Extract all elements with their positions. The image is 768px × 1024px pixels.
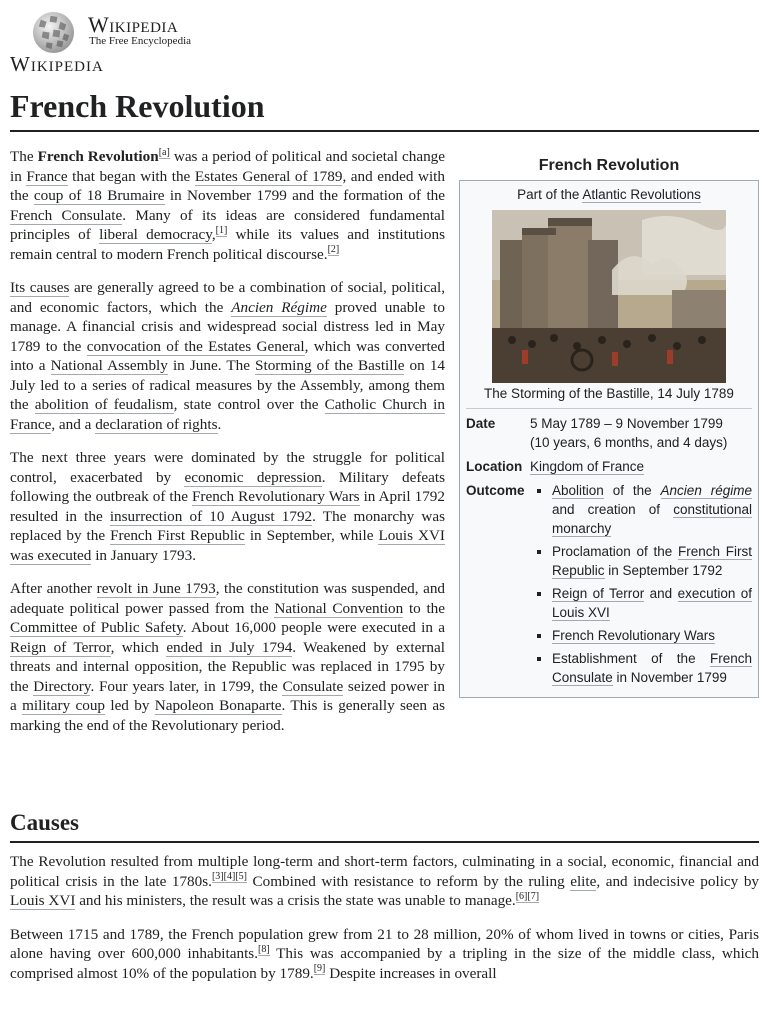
bastille-painting[interactable]: [492, 210, 726, 383]
lead-paragraph: After another revolt in June 1793, the constitution was suspended, and adequate political power passed from the National Convention to the Committee of Public Safety. About 16,000 people were executed in a Reign of Terror, which ended in July 1794. Weakened by external threats and internal opposition, the Republic was replaced in 1795 by the Directory. Four years later, in 1799, the Consulate seized power in a military coup led by Napoleon Bonaparte. This is generally seen as marking the end of the Revolutionary period.: [10, 580, 446, 734]
list-item: ▪ French Revolutionary Wars: [552, 626, 752, 645]
infobox: [459, 147, 759, 698]
link-kingdom-of-france[interactable]: Kingdom of France: [530, 459, 645, 474]
outcome-label: Outcome: [466, 483, 525, 498]
date-value: 5 May 1789 – 9 November 1799 (10 years, 6 months, and 4 days): [530, 416, 728, 450]
infobox-part-of: Part of the Atlantic Revolutions: [517, 187, 701, 202]
list-item: ▪ Reign of Terror and execution of Louis XVI: [552, 584, 752, 622]
list-item: ▪ Abolition of the Ancien régime and creation of constitutional monarchy: [552, 481, 752, 538]
infobox-row-date: [466, 414, 752, 452]
link-atlantic-revolutions[interactable]: Atlantic Revolutions: [582, 187, 701, 202]
causes-section: [10, 852, 759, 997]
page-title: French Revolution: [10, 84, 759, 132]
location-label: Location: [466, 459, 523, 474]
outcome-list: [530, 481, 752, 687]
infobox-row-location: [466, 457, 752, 476]
section-heading-causes: Causes: [10, 808, 759, 843]
infobox-row-outcome: [466, 481, 752, 691]
lead-paragraph: The next three years were dominated by the struggle for political control, exacerbated by economic depression. Military defeats following the outbreak of the French Revolutionary Wars in April 1792 resulted in the insurrection of 10 August 1792. The monarchy was replaced by the French First Republic in September, while Louis XVI was executed in January 1793.: [10, 449, 446, 564]
wikipedia-wordmark: Wikipedia: [88, 12, 179, 37]
causes-paragraph: Between 1715 and 1789, the French population grew from 21 to 28 million, 20% of whom lived in towns or cities, Paris alone having over 600,000 inhabitants.[8] This was accompanied by a tripling in the size of the middle class, which comprised almost 10% of the population by 1789.[9] Despite increases in overall: [10, 925, 760, 982]
infobox-title: French Revolution: [538, 157, 680, 174]
wikipedia-globe-icon[interactable]: [29, 10, 78, 55]
list-item: ▪ Proclamation of the French First Republic in September 1792: [552, 542, 752, 580]
lead-paragraph: The French Revolution[a] was a period of political and societal change in France that began with the Estates General of 1789, and ended with the coup of 18 Brumaire in November 1799 and the formation of the French Consulate. Many of its ideas are considered fundamental principles of liberal democracy,[1] while its values and institutions remain central to modern French political discourse.[2]: [10, 146, 446, 263]
list-item: ▪ Establishment of the French Consulate in November 1799: [552, 649, 752, 687]
lead-paragraph: Its causes are generally agreed to be a combination of social, political, and economic factors, which the Ancien Régime proved unable to manage. A financial crisis and widespread social distress led in May 1789 to the convocation of the Estates General, which was converted into a National Assembly in June. The Storming of the Bastille on 14 July led to a series of radical measures by the Assembly, among them the abolition of feudalism, state control over the Catholic Church in France, and a declaration of rights.: [10, 279, 446, 433]
causes-paragraph: The Revolution resulted from multiple long-term and short-term factors, culminating in a social, economic, financial and political crisis in the late 1780s.[3][4][5] Combined with resistance to reform by the ruling elite, and indecisive policy by Louis XVI and his ministers, the result was a crisis the state was unable to manage.[6][7]: [10, 853, 760, 909]
infobox-body: [459, 180, 759, 698]
infobox-image-caption: The Storming of the Bastille, 14 July 1789: [466, 384, 752, 409]
wikipedia-wordmark-large[interactable]: Wikipedia: [10, 52, 104, 76]
wikipedia-tagline: The Free Encyclopedia: [89, 35, 192, 47]
article-lead: [10, 147, 759, 749]
date-label: Date: [466, 416, 496, 431]
